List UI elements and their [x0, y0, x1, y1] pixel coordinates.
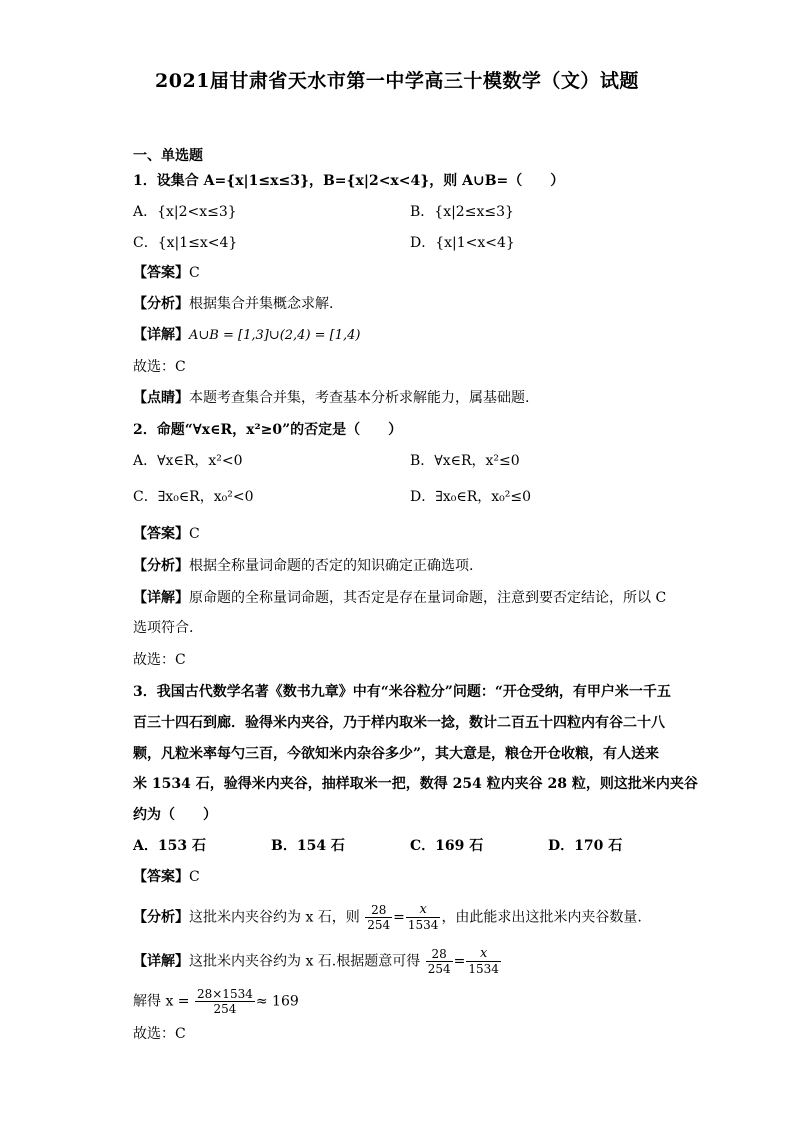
analysis-text-pre: 这批米内夹谷约为 x 石，则 [189, 909, 360, 926]
q1-comment [133, 388, 529, 408]
detail-tag: 【详解】 [133, 590, 189, 606]
fraction-numerator: 28 [426, 947, 453, 962]
q1-stem: 1．设集合 A={x|1≤x≤3}，B={x|2<x<4}，则 A∪B=（ ） [133, 173, 565, 189]
q3-analysis: 【分析】这批米内夹谷约为 x 石，则 $\frac{28}{254}$ = $\frac{x}{1534}$ ，由此能求出这批米内夹谷数量. [133, 902, 642, 932]
q2-choose: 故选：C [133, 652, 186, 668]
answer-value: C [189, 526, 200, 542]
q1-analysis [133, 294, 333, 314]
q2-option-c: C．∃x₀∈R，x₀²<0 [133, 489, 254, 505]
q2-option-d: D．∃x₀∈R，x₀²≤0 [410, 489, 531, 505]
q2-answer [133, 524, 200, 544]
q3-choose: 故选：C [133, 1026, 186, 1042]
q2-detail [133, 588, 666, 608]
fraction-x-1534 [406, 903, 441, 932]
q1-choose: 故选：C [133, 359, 186, 375]
answer-value: C [189, 869, 200, 885]
fraction-numerator: x [406, 903, 441, 918]
fraction-numerator: 28 [365, 903, 392, 918]
section-heading: 一、单选题 [133, 148, 203, 164]
q3-stem-line2: 百三十四石到廊．验得米内夹谷，乃于样内取米一捻，数计二百五十四粒内有谷二十八 [133, 715, 665, 731]
fraction-denominator: 254 [427, 962, 451, 976]
solve-post: ≈ 169 [255, 993, 299, 1010]
q3-option-d: D．170 石 [548, 838, 623, 854]
detail-tag: 【详解】 [133, 327, 189, 343]
q3-stem-line4: 米 1534 石，验得米内夹谷，抽样取米一把，数得 254 粒内夹谷 28 粒，则这批米内夹谷 [133, 776, 698, 792]
q3-stem-line1: 3．我国古代数学名著《数书九章》中有“米谷粒分”问题：“开仓受纳，有甲户米一千五 [133, 684, 671, 700]
detail-text-pre: 这批米内夹谷约为 x 石.根据题意可得 [189, 953, 421, 970]
answer-tag: 【答案】 [133, 526, 189, 542]
q3-solve [133, 987, 299, 1016]
answer-value: C [189, 265, 200, 281]
fraction-28-254 [426, 947, 453, 976]
q3-detail: 【详解】这批米内夹谷约为 x 石.根据题意可得 $\frac{28}{254}$ = $\frac{x}{1534}$ [133, 946, 499, 976]
fraction-denominator: 1534 [407, 918, 439, 932]
answer-tag: 【答案】 [133, 869, 189, 885]
q3-stem-line5: 约为（ ） [133, 807, 217, 823]
analysis-tag: 【分析】 [133, 558, 189, 574]
comment-tag: 【点睛】 [133, 390, 189, 406]
fraction-solve [195, 987, 255, 1016]
fraction-denominator: 254 [213, 1002, 237, 1016]
q3-option-c: C．169 石 [410, 838, 484, 854]
fraction-28-254 [365, 903, 392, 932]
q1-option-d: D．{x|1<x<4} [410, 235, 515, 251]
analysis-text: 根据全称量词命题的否定的知识确定正确选项. [189, 558, 474, 574]
q3-option-a: A．153 石 [133, 838, 206, 854]
q2-analysis [133, 556, 473, 576]
q2-stem: 2．命题“∀x∈R，x²≥0”的否定是（ ） [133, 422, 403, 438]
fraction-numerator: x [466, 947, 501, 962]
fraction-numerator: 28×1534 [196, 987, 253, 1001]
analysis-tag: 【分析】 [133, 296, 189, 312]
fraction-denominator: 254 [367, 918, 391, 932]
page-title: 2021届甘肃省天水市第一中学高三十模数学（文）试题 [155, 70, 639, 92]
answer-tag: 【答案】 [133, 265, 189, 281]
q3-stem-line3: 颗，凡粒米率每勺三百，今欲知米内杂谷多少”，其大意是，粮仓开仓收粮，有人送来 [133, 746, 660, 762]
q2-option-a: A．∀x∈R，x²<0 [133, 453, 243, 469]
q1-option-b: B．{x|2≤x≤3} [410, 204, 514, 220]
q1-answer [133, 263, 200, 283]
q3-answer [133, 867, 200, 887]
q3-option-b: B．154 石 [271, 838, 345, 854]
fraction-x-1534 [466, 947, 501, 976]
fraction-denominator: 1534 [468, 962, 499, 976]
detail-formula: A∪B = [1,3]∪(2,4) = [1,4) [189, 328, 361, 343]
analysis-tag: 【分析】 [133, 909, 189, 926]
q2-option-b: B．∀x∈R，x²≤0 [410, 453, 520, 469]
q1-option-c: C．{x|1≤x<4} [133, 235, 238, 251]
detail-text: 原命题的全称量词命题，其否定是存在量词命题，注意到要否定结论，所以 C [189, 590, 667, 606]
q1-detail [133, 325, 361, 346]
analysis-text-post: ，由此能求出这批米内夹谷数量. [441, 909, 642, 926]
solve-pre: 解得 x = [133, 993, 190, 1010]
q2-detail-cont: 选项符合. [133, 620, 194, 636]
analysis-text: 根据集合并集概念求解. [189, 296, 334, 312]
detail-tag: 【详解】 [133, 953, 189, 970]
q1-option-a: A．{x|2<x≤3} [133, 204, 237, 220]
comment-text: 本题考查集合并集，考查基本分析求解能力，属基础题. [189, 390, 530, 406]
